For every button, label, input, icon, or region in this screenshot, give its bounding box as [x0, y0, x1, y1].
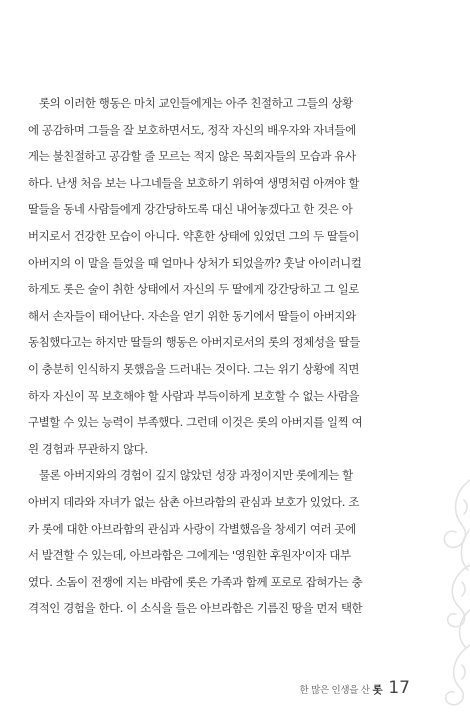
text-line: 게는 불친절하고 공감할 줄 모르는 적지 않은 목회자들의 모습과 유사	[28, 149, 356, 164]
text-line: 해서 손자들이 태어난다. 자손을 얻기 위한 동기에서 딸들이 아버지와	[28, 308, 356, 323]
body-text	[28, 90, 438, 622]
paragraph-1	[28, 90, 438, 462]
text-line: 카 롯에 대한 아브라함의 관심과 사랑이 각별했음을 창세기 여러 곳에	[28, 521, 356, 536]
text-line: 였다. 소돔이 전쟁에 지는 바람에 롯은 가족과 함께 포로로 잡혀가는 충	[28, 574, 363, 589]
text-line: 이 충분히 인식하지 못했음을 드러내는 것이다. 그는 위기 상황에 직면	[28, 361, 360, 376]
text-line: 구별할 수 있는 능력이 부족했다. 그런데 이것은 롯의 아버지를 일찍 여	[28, 415, 363, 430]
text-line: 격적인 경험을 한다. 이 소식을 들은 아브라함은 기름진 땅을 먼저 택한	[28, 601, 363, 616]
text-line: 동침했다고는 하지만 딸들의 행동은 아버지로서의 롯의 정체성을 딸들	[28, 335, 360, 350]
text-line: 서 발견할 수 있는데, 아브라함은 그에게는 '영원한 후원자'이자 대부	[28, 548, 351, 563]
text-line: 에 공감하며 그들을 잘 보호하면서도, 정작 자신의 배우자와 자녀들에	[28, 122, 356, 137]
text-line: 롯의 이러한 행동은 마치 교인들에게는 아주 친절하고 그들의 상황	[39, 96, 353, 110]
paragraph-2	[28, 462, 438, 622]
page-footer	[299, 678, 410, 698]
text-line: 딸들을 동네 사람들에게 강간당하도록 대신 내어놓겠다고 한 것은 아	[28, 202, 353, 217]
text-line: 하자 자신이 꼭 보호해야 할 사람과 부득이하게 보호할 수 없는 사람을	[28, 388, 360, 403]
page-number: 17	[388, 678, 410, 698]
text-line: 하다. 난생 처음 보는 나그네들을 보호하기 위하여 생명처럼 아껴야 할	[28, 175, 360, 190]
text-line: 아버지의 이 말을 들었을 때 얼마나 상처가 되었을까? 훗날 아이러니컬	[28, 255, 362, 270]
text-line: 물론 아버지와의 경험이 깊지 않았던 성장 과정이지만 롯에게는 할	[39, 468, 353, 483]
text-line: 버지로서 건강한 모습이 아니다. 약혼한 상태에 있었던 그의 두 딸들이	[28, 228, 360, 243]
text-line: 읜 경험과 무관하지 않다.	[28, 441, 148, 456]
text-line: 아버지 데라와 자녀가 없는 삼촌 아브라함의 관심과 보호가 있었다. 조	[28, 494, 360, 509]
running-title: 한 많은 인생을 산 롯	[299, 684, 383, 696]
floral-scroll-ornament-icon	[438, 470, 470, 720]
text-line: 하게도 롯은 술이 취한 상태에서 자신의 두 딸에게 강간당하고 그 일로	[28, 282, 360, 297]
